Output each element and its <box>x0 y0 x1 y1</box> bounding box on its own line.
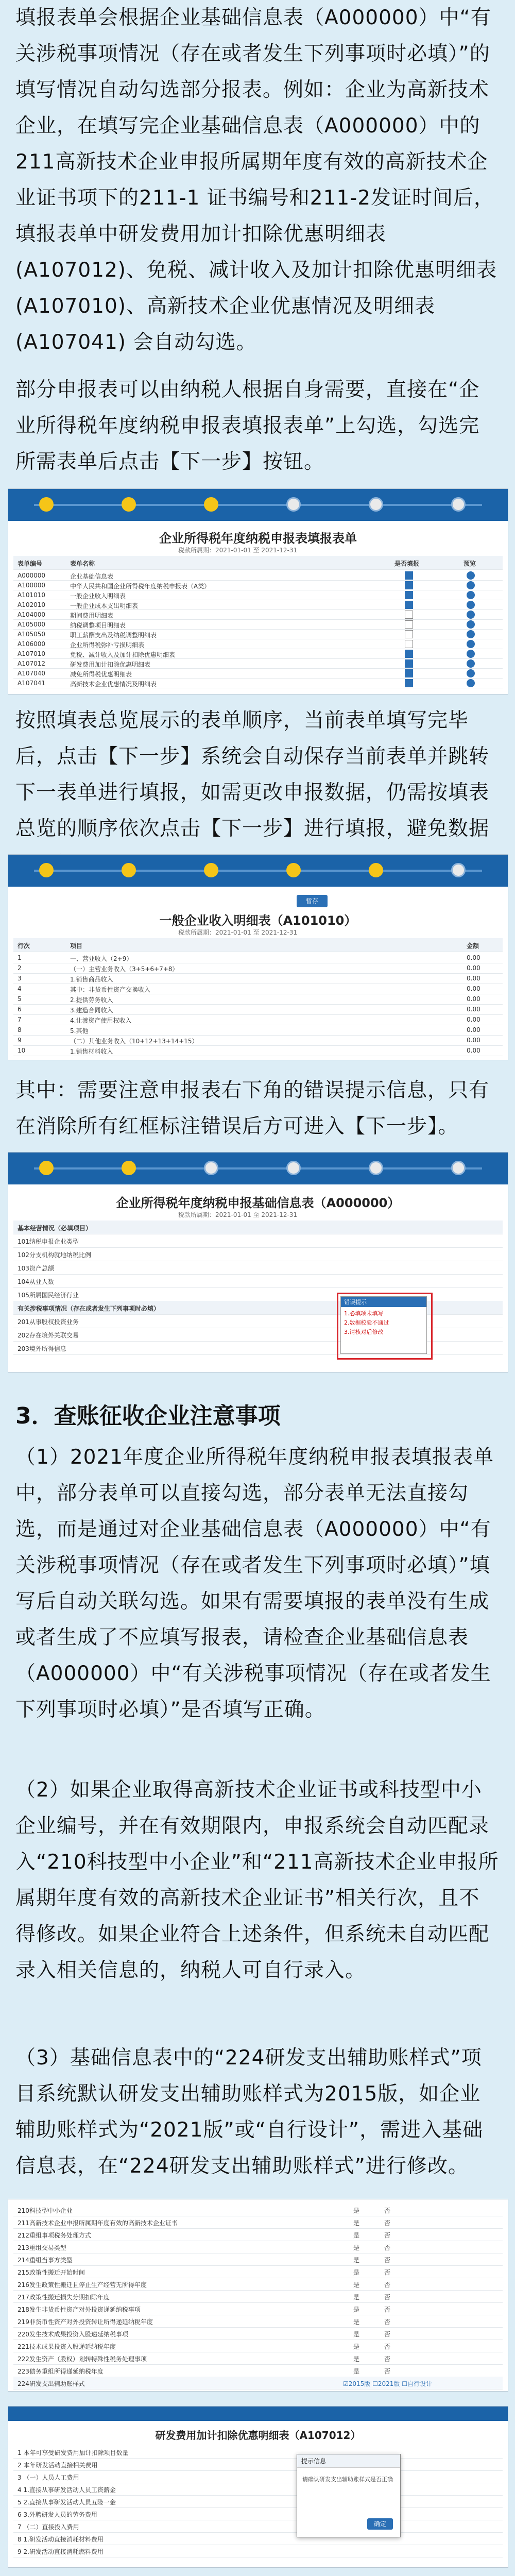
row-number: 7 <box>18 1016 22 1023</box>
no-radio[interactable]: 否 <box>384 2343 391 2350</box>
error-note-paragraph: 其中：需要注意申报表右下角的错误提示信息，只有在消除所有红框标注错误后方可进入【下一步】。 <box>15 1079 490 1138</box>
col-amount: 金额 <box>467 942 479 950</box>
progress-step <box>122 497 136 512</box>
fill-checkbox[interactable] <box>405 581 413 589</box>
row-number: 9 <box>18 1037 22 1044</box>
progress-step <box>286 863 301 877</box>
top-bar <box>8 2406 508 2421</box>
no-radio[interactable]: 否 <box>384 2355 391 2363</box>
fill-checkbox[interactable] <box>405 679 413 687</box>
table-row <box>13 2458 503 2471</box>
save-button[interactable]: 暂存 <box>297 895 328 907</box>
period-meta: 税款所属期：2021-01-01 至 2021-12-31 <box>178 547 298 554</box>
form-code: A107010 <box>18 650 46 657</box>
row-number: 6 <box>18 1006 22 1013</box>
progress-step <box>39 1161 54 1175</box>
yes-radio[interactable]: 是 <box>353 2294 360 2301</box>
row-amount[interactable]: 0.00 <box>467 954 480 961</box>
row-item: 2.提供劳务收入 <box>70 996 113 1004</box>
form-code: A105000 <box>18 621 46 628</box>
row-label: 201从事股权投资业务 <box>18 1318 79 1326</box>
row-label: 210科技型中小企业 <box>18 2207 73 2214</box>
fill-checkbox[interactable] <box>405 640 413 648</box>
row-label: 223债务重组所得递延纳税年度 <box>18 2368 104 2375</box>
progress-step <box>451 497 466 512</box>
preview-icon[interactable] <box>467 669 475 677</box>
table-row <box>13 639 503 649</box>
table-row <box>13 953 503 963</box>
preview-icon[interactable] <box>467 630 475 638</box>
no-radio[interactable]: 否 <box>384 2232 391 2239</box>
table-row <box>13 580 503 590</box>
table-row <box>13 2446 503 2459</box>
progress-step <box>204 863 218 877</box>
row-amount[interactable]: 0.00 <box>467 1006 480 1013</box>
basic-info-screenshot <box>8 1152 508 1372</box>
row-label: 219非货币性资产对外投资转让所得递延纳税年度 <box>18 2318 153 2326</box>
table-row <box>13 2204 503 2216</box>
no-radio[interactable]: 否 <box>384 2318 391 2326</box>
row-number: 8 <box>18 1026 22 1033</box>
form-name: 职工薪酬支出及纳税调整明细表 <box>70 632 157 639</box>
table-row <box>13 2290 503 2303</box>
form-name: 研发费用加计扣除优惠明细表 <box>70 661 151 668</box>
intro-paragraph: 填报表单会根据企业基础信息表（A000000）中“有关涉税事项情况（存在或者发生下列事项时必填）”的填写情况自动勾选部分报表。例如：企业为高新技术企业，在填写完企业基础信息表（A000000）中的211高新技术企业申报所属期年度有效的高新技术企业证书项下的211-1 证书编号和211-2发证时间后，填报表单中研发费用加计扣除优惠明细表(A107012)、免税、减计收入及加计扣除优惠明细表(A107010)、高新技术企业优惠情况及明细表(A107041) 会自动勾选。 <box>15 6 497 354</box>
row-amount[interactable]: 0.00 <box>467 985 480 992</box>
form-code: A000000 <box>18 572 46 579</box>
fill-checkbox[interactable] <box>405 650 413 658</box>
table-row <box>13 590 503 600</box>
form-code: A107041 <box>18 680 46 687</box>
form-code: A100000 <box>18 582 46 589</box>
dialog-title: 提示信息 <box>297 2454 400 2468</box>
fill-checkbox[interactable] <box>405 669 413 677</box>
table-row <box>13 2253 503 2266</box>
table-row <box>13 963 503 974</box>
table-row <box>13 649 503 659</box>
form-code: A106000 <box>18 640 46 648</box>
form-code: A104000 <box>18 611 46 618</box>
preview-icon[interactable] <box>467 679 475 687</box>
row-item: 5 2.直接从事研发活动人员五险一金 <box>18 2499 116 2506</box>
yes-radio[interactable]: 是 <box>353 2343 360 2350</box>
progress-step <box>286 497 301 512</box>
progress-bar <box>8 489 508 521</box>
row-amount[interactable]: 0.00 <box>467 964 480 972</box>
table-row <box>13 1261 503 1275</box>
table-row <box>13 2364 503 2377</box>
table-header <box>13 556 503 570</box>
fill-checkbox[interactable] <box>405 591 413 599</box>
row-item: 1.销售材料收入 <box>70 1048 113 1055</box>
table-row <box>13 2352 503 2365</box>
yes-radio[interactable]: 是 <box>353 2244 360 2251</box>
table-row <box>13 1004 503 1015</box>
error-panel-title: 错误提示 <box>341 1297 426 1307</box>
progress-step <box>39 863 54 877</box>
row-label: 218发生非货币性资产对外投资递延纳税事项 <box>18 2306 141 2313</box>
row-number: 1 <box>18 954 22 961</box>
row-label: 105所属国民经济行业 <box>18 1292 79 1299</box>
error-item: 1.必填项未填写 <box>344 1310 384 1317</box>
form-code: A105050 <box>18 631 46 638</box>
row-amount[interactable]: 0.00 <box>467 1047 480 1054</box>
progress-step <box>369 497 383 512</box>
table-row <box>13 1234 503 1248</box>
income-detail-screenshot <box>8 854 508 1060</box>
table-row <box>13 2278 503 2291</box>
table-row <box>13 2470 503 2483</box>
fill-checkbox[interactable] <box>405 601 413 609</box>
row-item: 1 本年可享受研发费用加计扣除项目数量 <box>18 2449 129 2456</box>
row-number: 10 <box>18 1047 26 1054</box>
row-amount[interactable]: 0.00 <box>467 1026 480 1033</box>
fill-checkbox[interactable] <box>405 630 413 638</box>
progress-step <box>369 1161 383 1175</box>
progress-bar <box>8 1153 508 1184</box>
table-row <box>13 1014 503 1025</box>
form-title: 企业所得税年度纳税申报基础信息表（A000000） <box>116 1196 400 1210</box>
progress-step <box>122 1161 136 1175</box>
no-radio[interactable]: 否 <box>384 2306 391 2313</box>
row-item: 8 1.研发活动直接消耗材料费用 <box>18 2536 104 2543</box>
table-header <box>13 938 503 952</box>
period-meta: 税款所属期：2021-01-01 至 2021-12-31 <box>178 929 298 936</box>
period-meta: 税款所属期：2021-01-01 至 2021-12-31 <box>178 1211 298 1218</box>
form-code: A107012 <box>18 660 46 667</box>
rd-deduction-screenshot <box>8 2406 508 2568</box>
form-name: 高新技术企业优惠情况及明细表 <box>70 681 157 688</box>
row-label: 211高新技术企业申报所属期年度有效的高新技术企业证书 <box>18 2219 178 2227</box>
no-radio[interactable]: 否 <box>384 2207 391 2214</box>
form-selection-screenshot <box>8 488 508 694</box>
yes-radio[interactable]: 是 <box>353 2269 360 2276</box>
yes-radio[interactable]: 是 <box>353 2368 360 2375</box>
table-row <box>13 2228 503 2241</box>
row-item: 7 （二）直接投入费用 <box>18 2523 79 2531</box>
row-amount[interactable]: 0.00 <box>467 1037 480 1044</box>
form-title: 一般企业收入明细表（A101010） <box>159 913 357 928</box>
form-name: 期间费用明细表 <box>70 612 114 619</box>
col-row: 行次 <box>18 942 30 950</box>
table-row <box>13 2302 503 2315</box>
table-row <box>13 658 503 669</box>
item3-paragraph: （3）基础信息表中的“224研发支出辅助账样式”项目系统默认研发支出辅助账样式为2015版，如企业辅助账样式为“2021版”或“自行设计”，需进入基础信息表，在“224研发支出辅助账样式”进行修改。 <box>15 2046 484 2178</box>
table-row <box>13 2483 503 2496</box>
row-number: 2 <box>18 964 22 972</box>
form-title: 企业所得税年度纳税申报表填报表单 <box>159 531 357 546</box>
progress-step <box>39 497 54 512</box>
progress-step <box>204 1161 218 1175</box>
no-radio[interactable]: 否 <box>384 2244 391 2251</box>
row-item: （二）其他业务收入（10+12+13+14+15） <box>70 1038 198 1045</box>
row-item: 4.让渡资产使用权收入 <box>70 1017 132 1024</box>
fill-checkbox[interactable] <box>405 659 413 668</box>
progress-step <box>369 863 383 877</box>
form-name: 一般企业收入明细表 <box>70 592 126 600</box>
error-item: 2.数据校验不通过 <box>344 1319 389 1326</box>
row-label: 220发生技术成果投资入股递延纳税事项 <box>18 2331 128 2338</box>
col-check: 是否填报 <box>394 560 420 567</box>
progress-step <box>122 863 136 877</box>
row-label: 有关涉税事项情况（存在或者发生下列事项时必填） <box>18 1305 160 1312</box>
preview-icon[interactable] <box>467 591 475 599</box>
row-item: 2 本年研发活动直接相关费用 <box>18 2462 98 2469</box>
ok-button[interactable]: 确定 <box>367 2518 393 2530</box>
table-row <box>13 2265 503 2278</box>
row-item: 9 2.研发活动直接消耗燃料费用 <box>18 2548 104 2555</box>
no-radio[interactable]: 否 <box>384 2368 391 2375</box>
dialog-text: 请确认研发支出辅助账样式是否正确 <box>302 2476 393 2483</box>
yes-radio[interactable]: 是 <box>353 2331 360 2338</box>
row-item: 4 1.直接从事研发活动人员工资薪金 <box>18 2486 116 2494</box>
row-number: 4 <box>18 985 22 992</box>
table-row <box>13 973 503 984</box>
row-amount[interactable]: 0.00 <box>467 995 480 1003</box>
no-radio[interactable]: 否 <box>384 2219 391 2227</box>
table-row <box>13 994 503 1005</box>
row-label: 217政策性搬迁损失分期扣除年度 <box>18 2294 110 2301</box>
form-name: 中华人民共和国企业所得税年度纳税申报表（A类） <box>70 583 211 590</box>
fill-checkbox[interactable] <box>405 571 413 580</box>
yes-radio[interactable]: 是 <box>353 2318 360 2326</box>
preview-icon[interactable] <box>467 571 475 580</box>
row-label: 101纳税申报企业类型 <box>18 1238 79 1245</box>
form-title: 研发费用加计扣除优惠明细表（A107012） <box>155 2429 361 2442</box>
table-row <box>13 2520 503 2533</box>
item1-paragraph: （1）2021年度企业所得税年度纳税申报表填报表单中，部分表单可以直接勾选，部分表单无法直接勾选，而是通过对企业基础信息表（A000000）中“有关涉税事项情况（存在或者发生下列事项时必填）”填写后自动关联勾选。如果有需要填报的表单没有生成或者生成了不应填写报表，请检查企业基础信息表（A000000）中“有关涉税事项情况（存在或者发生下列事项时必填）”是否填写正确。 <box>15 1446 494 1721</box>
row-label: 103资产总额 <box>18 1265 54 1272</box>
preview-icon[interactable] <box>467 581 475 589</box>
table-row <box>13 2545 503 2557</box>
row-label: 基本经营情况（必填项目） <box>18 1225 92 1232</box>
no-radio[interactable]: 否 <box>384 2269 391 2276</box>
preview-icon[interactable] <box>467 611 475 619</box>
table-row <box>13 668 503 679</box>
no-radio[interactable]: 否 <box>384 2331 391 2338</box>
form-name: 一般企业成本支出明细表 <box>70 602 139 609</box>
preview-icon[interactable] <box>467 620 475 629</box>
table-row <box>13 2241 503 2253</box>
progress-step <box>204 497 218 512</box>
form-code: A102010 <box>18 601 46 608</box>
row-item: 1.销售商品收入 <box>70 976 113 983</box>
preview-icon[interactable] <box>467 659 475 668</box>
table-row <box>13 2507 503 2520</box>
col-preview: 预览 <box>464 560 476 567</box>
item2-paragraph: （2）如果企业取得高新技术企业证书或科技型中小企业编号，并在有效期限内，申报系统会自动匹配录入“210科技型中小企业”和“211高新技术企业申报所属期年度有效的高新技术企业证书”相关行次，且不得修改。如果企业符合上述条件，但系统未自动匹配录入相关信息的，纳税人可自行录入。 <box>15 1778 499 1982</box>
progress-step <box>451 1161 466 1175</box>
no-radio[interactable]: 否 <box>384 2281 391 2289</box>
col-name: 表单名称 <box>70 560 95 567</box>
col-item: 项目 <box>70 942 83 950</box>
yes-radio[interactable]: 是 <box>353 2257 360 2264</box>
table-row <box>13 1247 503 1261</box>
row-item: 一、营业收入（2+9） <box>70 955 133 962</box>
yes-radio[interactable]: 是 <box>353 2306 360 2313</box>
yes-radio[interactable]: 是 <box>353 2355 360 2363</box>
row-item: 6 3.外聘研发人员的劳务费用 <box>18 2511 97 2518</box>
error-item: 3.请核对后修改 <box>344 1329 384 1335</box>
row-label: 212重组事项税务处理方式 <box>18 2232 91 2239</box>
yes-radio[interactable]: 是 <box>353 2219 360 2227</box>
yes-radio[interactable]: 是 <box>353 2281 360 2289</box>
row-item: （一）主营业务收入（3+5+6+7+8） <box>70 965 179 973</box>
table-row <box>13 1045 503 1056</box>
section-heading: 3．查账征收企业注意事项 <box>15 1403 281 1429</box>
error-highlight-box <box>337 1293 433 1360</box>
row-item: 3.建造合同收入 <box>70 1007 113 1014</box>
form-name: 企业所得税弥补亏损明细表 <box>70 641 145 649</box>
col-code: 表单编号 <box>18 560 43 567</box>
table-row <box>13 600 503 610</box>
preview-icon[interactable] <box>467 650 475 658</box>
table-row <box>13 2495 503 2508</box>
row-label: 203境外所得信息 <box>18 1345 66 1352</box>
table-row <box>13 1221 503 1234</box>
table-row <box>13 984 503 994</box>
fill-checkbox[interactable] <box>405 620 413 629</box>
form-name: 企业基础信息表 <box>70 573 114 580</box>
row-number: 3 <box>18 975 22 982</box>
row-label: 222发生资产（股权）划转特殊性税务处理事项 <box>18 2355 147 2363</box>
prompt-dialog <box>297 2454 401 2537</box>
progress-bar <box>8 855 508 887</box>
no-radio[interactable]: 否 <box>384 2294 391 2301</box>
row-label: 102分支机构就地纳税比例 <box>18 1251 91 1259</box>
table-row <box>13 2532 503 2545</box>
row-item: 其中：非货币性资产交换收入 <box>70 986 151 993</box>
row-label: 202存在境外关联交易 <box>18 1332 79 1339</box>
row-item: 5.其他 <box>70 1027 89 1035</box>
fill-order-paragraph: 按照填表总览展示的表单顺序，当前表单填写完毕后，点击【下一步】系统会自动保存当前表单并跳转下一表单进行填报，如需更改申报数据，仍需按填表总览的顺序依次点击【下一步】进行填报，避免数据 <box>15 709 490 840</box>
row-number: 5 <box>18 995 22 1003</box>
table-row <box>13 2315 503 2328</box>
form-name: 免税、减计收入及加计扣除优惠明细表 <box>70 651 176 658</box>
row-label: 216发生政策性搬迁且停止生产经营无所得年度 <box>18 2281 147 2289</box>
table-row <box>13 2340 503 2352</box>
row-amount[interactable]: 0.00 <box>467 1016 480 1023</box>
table-row <box>13 570 503 581</box>
progress-step <box>286 1161 301 1175</box>
form-code: A101010 <box>18 591 46 599</box>
row-label: 213重组交易类型 <box>18 2244 66 2251</box>
select-forms-paragraph: 部分申报表可以由纳税人根据自身需要，直接在“企业所得税年度纳税申报表填报表单”上勾选，勾选完所需表单后点击【下一步】按钮。 <box>15 378 480 473</box>
table-row <box>13 678 503 688</box>
preview-icon[interactable] <box>467 601 475 609</box>
rd-style-options[interactable]: ☑2015版 ☐2021版 ☐自行设计 <box>343 2380 432 2387</box>
no-radio[interactable]: 否 <box>384 2257 391 2264</box>
table-row <box>13 2216 503 2229</box>
table-row <box>13 1025 503 1036</box>
error-panel <box>340 1296 427 1354</box>
table-row <box>13 629 503 639</box>
row-label: 224研发支出辅助账样式 <box>18 2380 85 2387</box>
row-item: 3 （一）人员人工费用 <box>18 2474 79 2481</box>
yes-radio[interactable]: 是 <box>353 2232 360 2239</box>
form-name: 减免所得税优惠明细表 <box>70 671 132 678</box>
preview-icon[interactable] <box>467 640 475 648</box>
row-label: 215政策性搬迁开始时间 <box>18 2269 85 2276</box>
form-code: A107040 <box>18 670 46 677</box>
table-row <box>13 619 503 630</box>
table-row <box>13 609 503 620</box>
fill-checkbox[interactable] <box>405 611 413 619</box>
progress-step <box>451 863 466 877</box>
table-row <box>13 1274 503 1288</box>
row-label: 104从业人数 <box>18 1278 54 1285</box>
table-row <box>13 1035 503 1046</box>
table-row <box>13 2327 503 2340</box>
table-row <box>13 2377 503 2389</box>
yes-radio[interactable]: 是 <box>353 2207 360 2214</box>
row-amount[interactable]: 0.00 <box>467 975 480 982</box>
row-label: 214重组当事方类型 <box>18 2257 73 2264</box>
row-label: 221技术成果投资入股递延纳税年度 <box>18 2343 116 2350</box>
tax-matters-screenshot <box>8 2199 508 2392</box>
form-name: 纳税调整项目明细表 <box>70 622 126 629</box>
